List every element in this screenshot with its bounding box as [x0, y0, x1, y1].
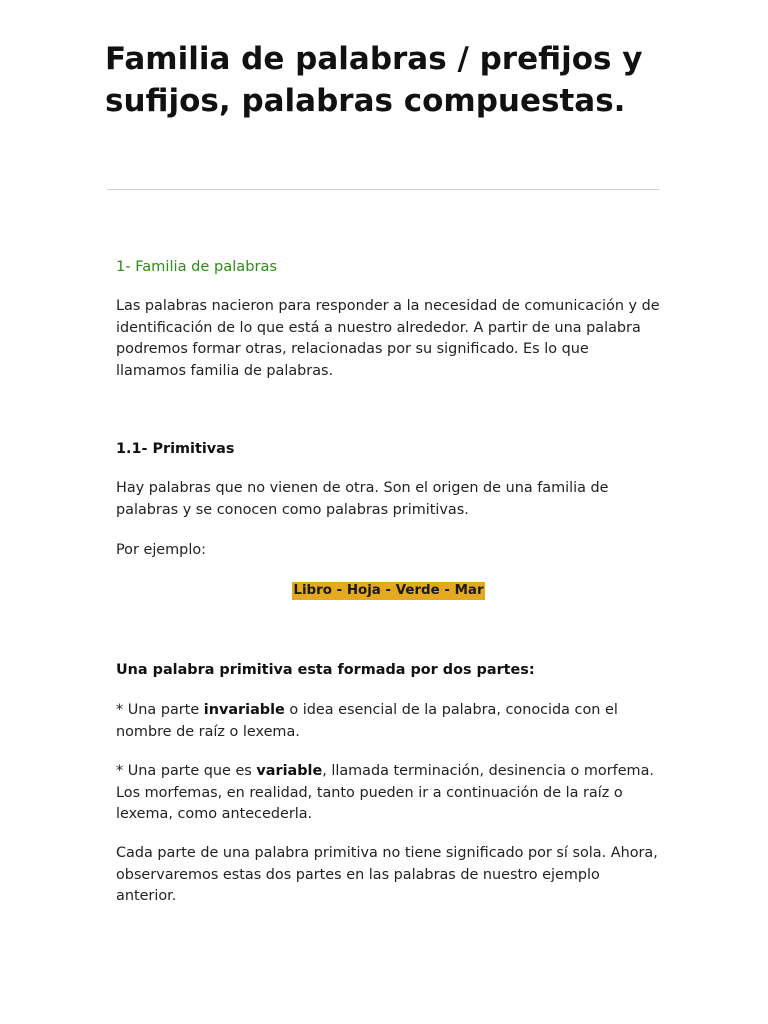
item-rest: o idea esencial de la palabra, conocida con el nombre de raíz o lexema. [116, 702, 618, 740]
item-prefix: * Una parte [116, 702, 204, 718]
parts-item-invariable [116, 700, 661, 743]
section-paragraph-familia: Las palabras nacieron para responder a la necesidad de comunicación y de identificación de lo que está a nuestro alrededor. A partir de una palabra podremos formar otras, relacionadas por su significado. Es lo que llamamos familia de palabras. [116, 298, 660, 379]
example-row [116, 580, 661, 602]
parts-heading: Una palabra primitiva esta formada por dos partes: [116, 662, 535, 678]
item-rest: , llamada terminación, desinencia o morfema. Los morfemas, en realidad, tanto pueden ir a continuación de la raíz o lexema, como antecederla. [116, 763, 654, 822]
item-bold-term: variable [256, 763, 323, 779]
closing-paragraph: Cada parte de una palabra primitiva no tiene significado por sí sola. Ahora, observaremos estas dos partes en las palabras de nuestro ejemplo anterior. [116, 845, 658, 904]
parts-item-variable [116, 761, 661, 826]
section-heading-familia: 1- Familia de palabras [116, 258, 278, 275]
title-divider [107, 189, 660, 190]
example-highlighted-words: Libro - Hoja - Verde - Mar [293, 583, 484, 598]
item-bold-term: invariable [203, 702, 285, 718]
document-title: Familia de palabras / prefijos y sufijos, palabras compuestas. [105, 41, 643, 119]
section-paragraph-primitivas: Hay palabras que no vienen de otra. Son el origen de una familia de palabras y se conocen como palabras primitivas. [116, 480, 609, 518]
section-heading-primitivas: 1.1- Primitivas [116, 441, 235, 457]
example-intro: Por ejemplo: [116, 542, 206, 558]
item-prefix: * Una parte que es [116, 763, 257, 779]
